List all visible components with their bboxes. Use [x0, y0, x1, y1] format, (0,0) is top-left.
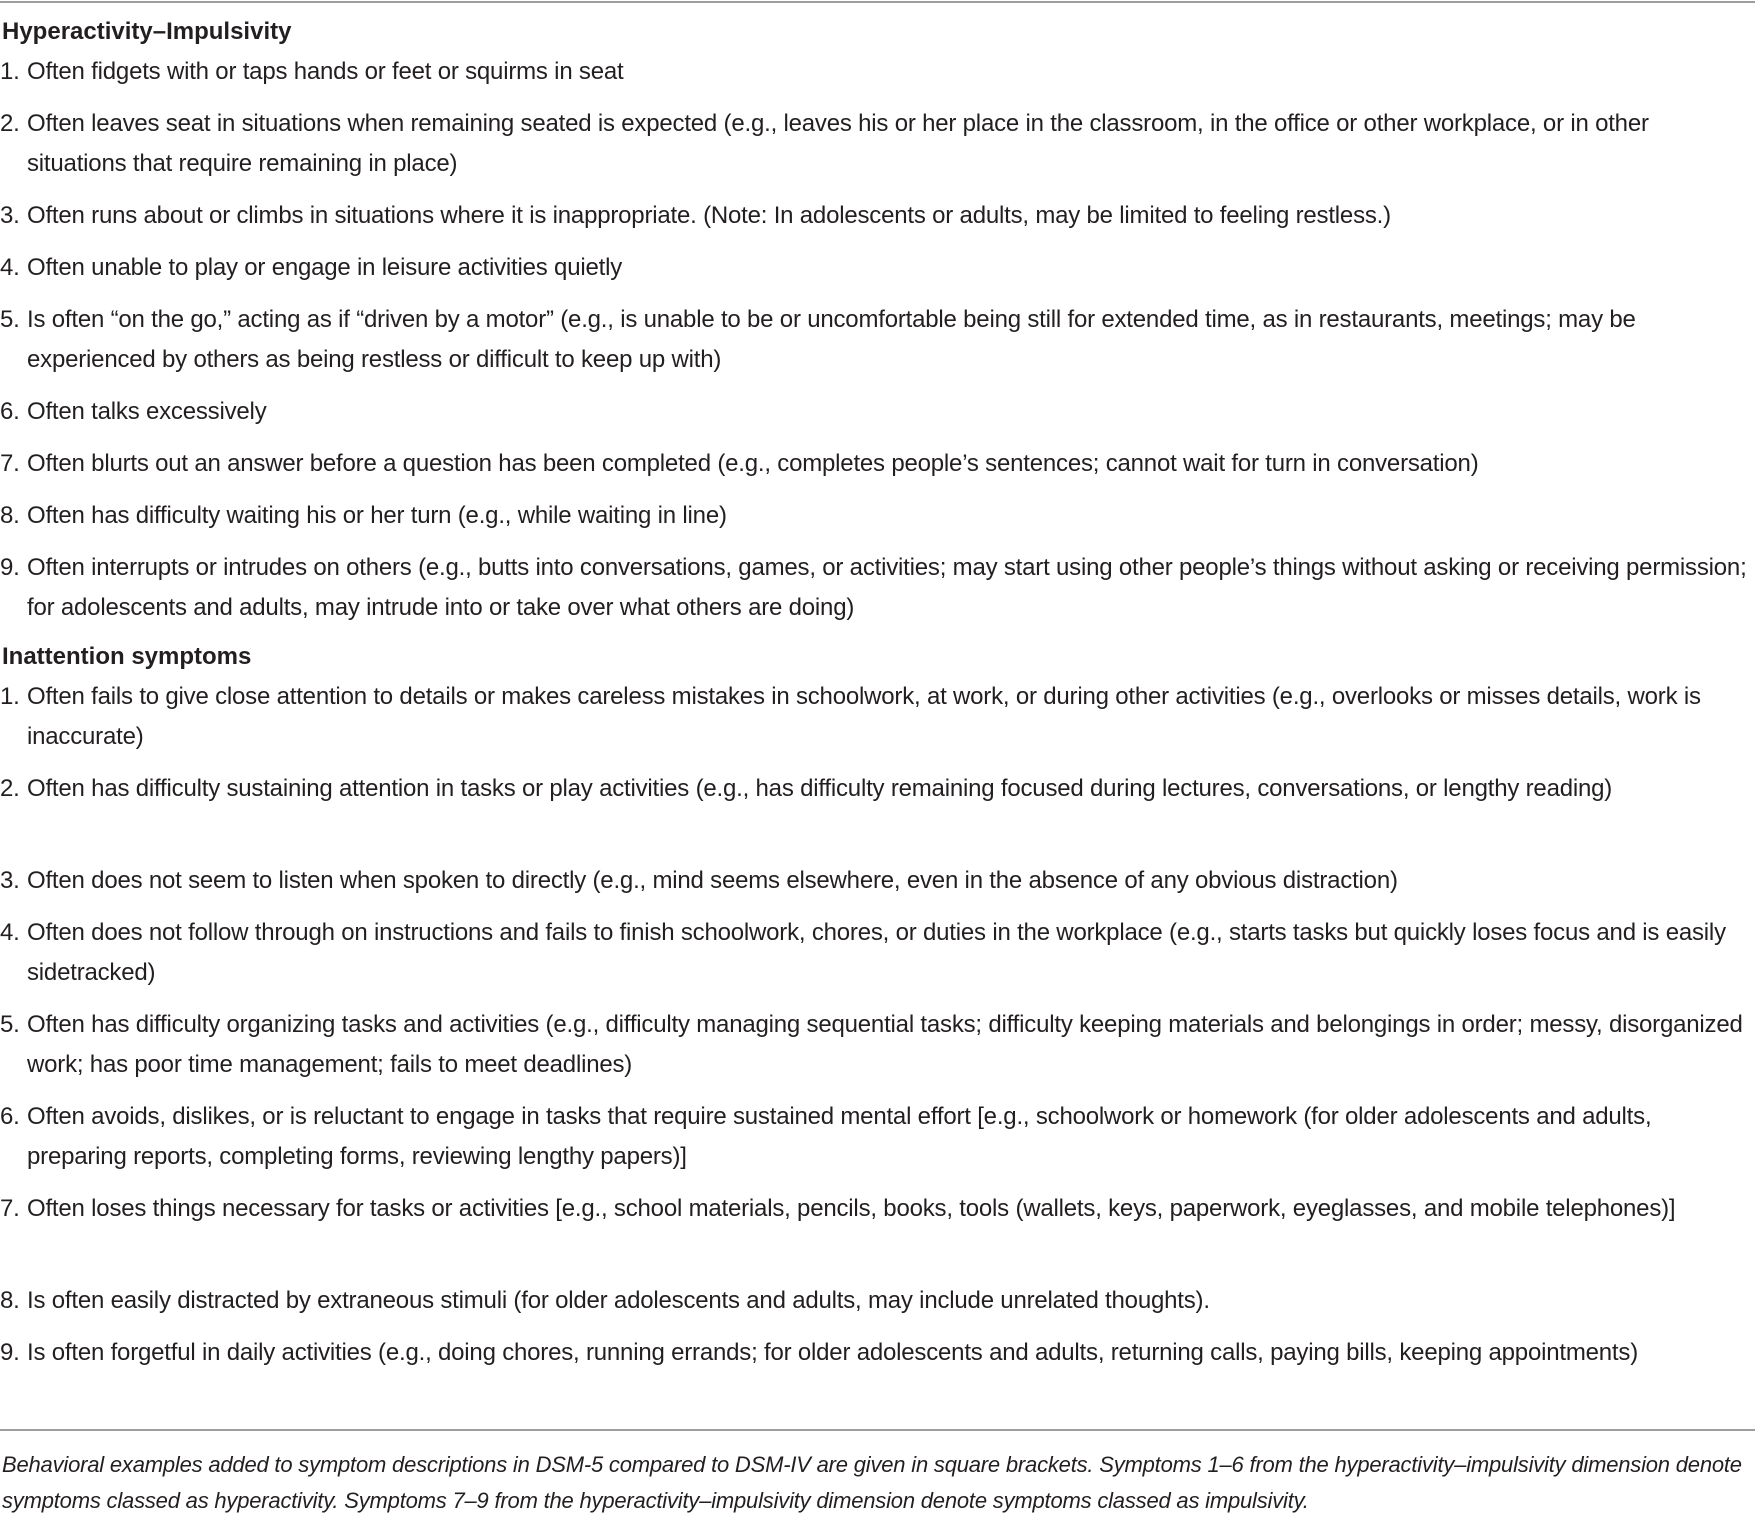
- item-text: Often unable to play or engage in leisure activities quietly: [27, 254, 623, 281]
- item-text: Often avoids, dislikes, or is reluctant to engage in tasks that require sustained mental effort [e.g., schoolwork or homework (for older adolescents and adults, preparing reports, completing forms, reviewing lengthy papers)]: [27, 1103, 1652, 1170]
- item-number: 8.: [0, 1287, 20, 1314]
- hyperactivity-item-9: [0, 548, 1751, 628]
- inattention-heading: Inattention symptoms: [2, 643, 252, 670]
- hyperactivity-item-1: [0, 52, 1751, 92]
- item-number: 7.: [0, 450, 20, 477]
- hyperactivity-heading: Hyperactivity–Impulsivity: [2, 18, 292, 45]
- item-text: Often leaves seat in situations when remaining seated is expected (e.g., leaves his or her place in the classroom, in the office or other workplace, or in other situations that require remaining in place): [27, 110, 1649, 177]
- top-rule: [0, 1, 1755, 3]
- hyperactivity-item-3: [0, 196, 1751, 236]
- hyperactivity-item-4: [0, 248, 1751, 288]
- inattention-item-6: [0, 1097, 1751, 1177]
- item-text: Often does not follow through on instructions and fails to finish schoolwork, chores, or duties in the workplace (e.g., starts tasks but quickly loses focus and is easily sidetracked): [27, 919, 1726, 986]
- item-text: Is often easily distracted by extraneous stimuli (for older adolescents and adults, may include unrelated thoughts).: [27, 1287, 1210, 1314]
- item-number: 5.: [0, 306, 20, 333]
- item-number: 6.: [0, 398, 20, 425]
- hyperactivity-item-6: [0, 392, 1751, 432]
- item-text: Often fidgets with or taps hands or feet or squirms in seat: [27, 58, 624, 85]
- item-text: Often loses things necessary for tasks or activities [e.g., school materials, pencils, books, tools (wallets, keys, paperwork, eyeglasses, and mobile telephones)]: [27, 1195, 1676, 1222]
- item-number: 8.: [0, 502, 20, 529]
- item-text: Often interrupts or intrudes on others (e.g., butts into conversations, games, or activities; may start using other people’s things without asking or receiving permission; for adolescents and adults, may intrude into or take over what others are doing): [27, 554, 1747, 621]
- item-text: Often talks excessively: [27, 398, 267, 425]
- hyperactivity-item-7: [0, 444, 1751, 484]
- inattention-item-3: [0, 861, 1751, 901]
- inattention-item-4: [0, 913, 1751, 993]
- item-number: 1.: [0, 683, 20, 710]
- item-text: Often has difficulty waiting his or her turn (e.g., while waiting in line): [27, 502, 727, 529]
- item-text: Often has difficulty sustaining attention in tasks or play activities (e.g., has difficulty remaining focused during lectures, conversations, or lengthy reading): [27, 775, 1613, 802]
- item-text: Often runs about or climbs in situations where it is inappropriate. (Note: In adolescents or adults, may be limited to feeling restless.): [27, 202, 1391, 229]
- hyperactivity-item-8: [0, 496, 1751, 536]
- item-text: Is often “on the go,” acting as if “driven by a motor” (e.g., is unable to be or uncomfortable being still for extended time, as in restaurants, meetings; may be experienced by others as being restless or difficult to keep up with): [27, 306, 1636, 373]
- inattention-item-7: [0, 1189, 1751, 1229]
- hyperactivity-item-2: [0, 104, 1751, 184]
- inattention-item-1: [0, 677, 1751, 757]
- inattention-item-2: [0, 769, 1751, 809]
- item-number: 4.: [0, 254, 20, 281]
- item-number: 6.: [0, 1103, 20, 1130]
- item-text: Is often forgetful in daily activities (e.g., doing chores, running errands; for older adolescents and adults, returning calls, paying bills, keeping appointments): [27, 1339, 1638, 1366]
- bottom-rule: [0, 1429, 1755, 1431]
- item-text: Often fails to give close attention to details or makes careless mistakes in schoolwork, at work, or during other activities (e.g., overlooks or misses details, work is inaccurate): [27, 683, 1701, 750]
- item-number: 7.: [0, 1195, 20, 1222]
- item-number: 9.: [0, 1339, 20, 1366]
- item-number: 2.: [0, 110, 20, 137]
- table-footnote: Behavioral examples added to symptom descriptions in DSM-5 compared to DSM-IV are given in square brackets. Symptoms 1–6 from the hyperactivity–impulsivity dimension denote symptoms classed as hyperactivity. Symptoms 7–9 from the hyperactivity–impulsivity dimension denote symptoms classed as impulsivity.: [2, 1452, 1742, 1513]
- item-number: 4.: [0, 919, 20, 946]
- item-text: Often blurts out an answer before a question has been completed (e.g., completes people’s sentences; cannot wait for turn in conversation): [27, 450, 1479, 477]
- item-number: 9.: [0, 554, 20, 581]
- item-number: 2.: [0, 775, 20, 802]
- inattention-item-5: [0, 1005, 1751, 1085]
- inattention-item-9: [0, 1333, 1751, 1373]
- item-number: 3.: [0, 202, 20, 229]
- item-text: Often does not seem to listen when spoken to directly (e.g., mind seems elsewhere, even in the absence of any obvious distraction): [27, 867, 1398, 894]
- inattention-item-8: [0, 1281, 1751, 1321]
- hyperactivity-item-5: [0, 300, 1751, 380]
- item-number: 1.: [0, 58, 20, 85]
- item-text: Often has difficulty organizing tasks and activities (e.g., difficulty managing sequential tasks; difficulty keeping materials and belongings in order; messy, disorganized work; has poor time management; fails to meet deadlines): [27, 1011, 1743, 1078]
- item-number: 3.: [0, 867, 20, 894]
- item-number: 5.: [0, 1011, 20, 1038]
